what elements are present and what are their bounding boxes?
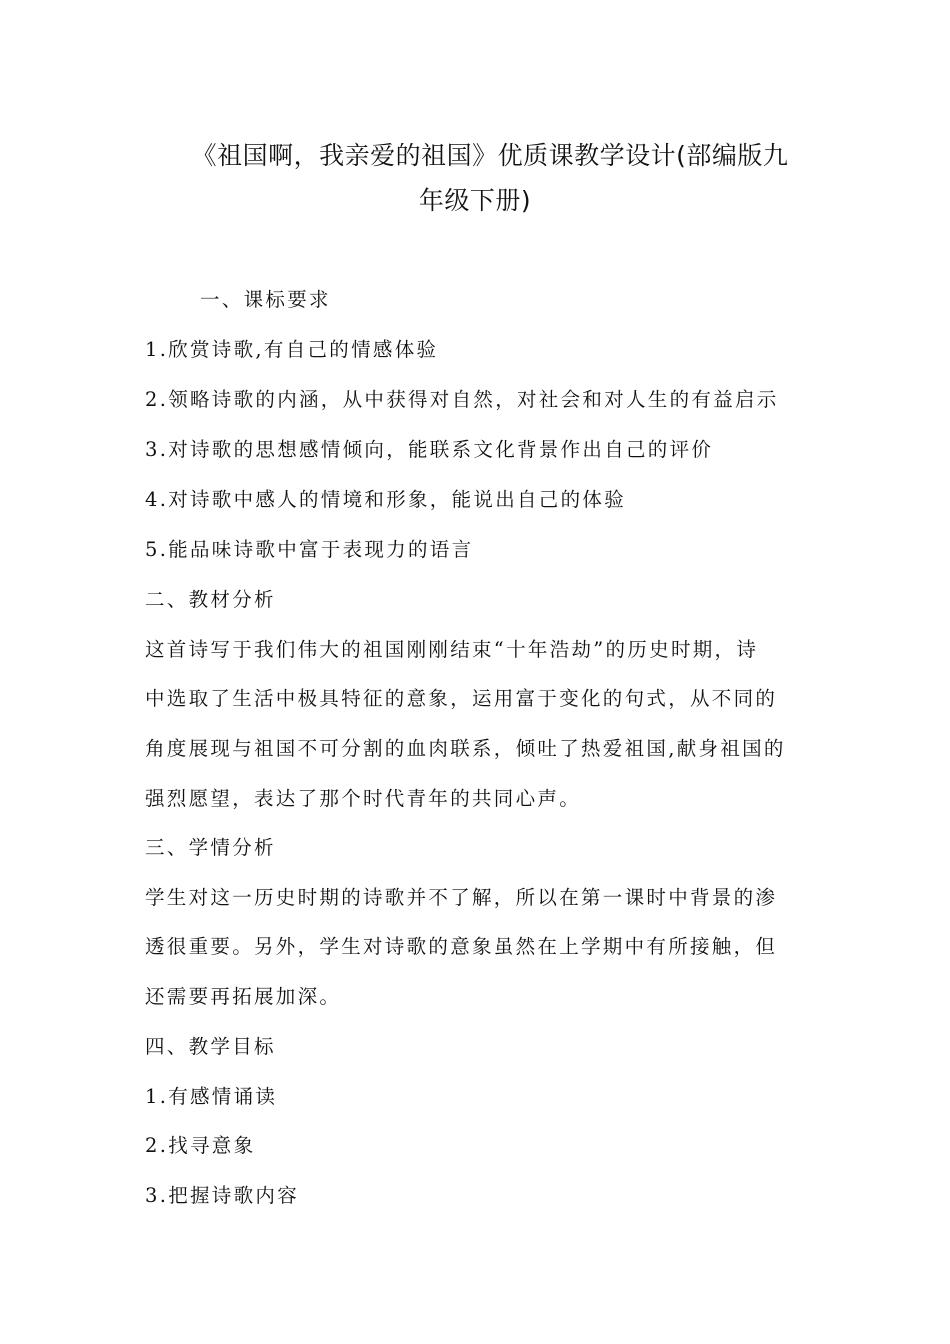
section-heading-standards: 一、课标要求: [200, 288, 331, 311]
learners-paragraph-line-2: 透很重要。另外，学生对诗歌的意象虽然在上学期中有所接触，但: [145, 935, 778, 958]
section-heading-objectives: 四、教学目标: [145, 1035, 276, 1058]
standards-item-1: 1.欣赏诗歌,有自己的情感体验: [145, 338, 439, 361]
title-line-2: 年级下册): [418, 186, 532, 215]
section-heading-material: 二、教材分析: [145, 588, 276, 611]
material-paragraph-line-3: 角度展现与祖国不可分割的血肉联系，倾吐了热爱祖国,献身祖国的: [145, 737, 786, 760]
material-paragraph-line-2: 中选取了生活中极具特征的意象，运用富于变化的句式，从不同的: [145, 687, 778, 710]
material-paragraph-line-1: 这首诗写于我们伟大的祖国刚刚结束“十年浩劫”的历史时期，诗: [145, 638, 759, 661]
objectives-item-1: 1.有感情诵读: [145, 1085, 278, 1108]
objectives-item-3: 3.把握诗歌内容: [145, 1184, 300, 1207]
learners-paragraph-line-3: 还需要再拓展加深。: [145, 985, 342, 1008]
standards-item-2: 2.领略诗歌的内涵，从中获得对自然，对社会和对人生的有益启示: [145, 388, 779, 411]
standards-item-4: 4.对诗歌中感人的情境和形象，能说出自己的体验: [145, 488, 627, 511]
standards-item-5: 5.能品味诗歌中富于表现力的语言: [145, 538, 474, 561]
title-line-1: 《祖国啊，我亲爱的祖国》优质课教学设计(部编版九: [191, 141, 789, 170]
objectives-item-2: 2.找寻意象: [145, 1134, 256, 1157]
document-title: [145, 133, 805, 223]
section-heading-learners: 三、学情分析: [145, 836, 276, 859]
material-paragraph-line-4: 强烈愿望，表达了那个时代青年的共同心声。: [145, 787, 582, 810]
standards-item-3: 3.对诗歌的思想感情倾向，能联系文化背景作出自己的评价: [145, 438, 714, 461]
learners-paragraph-line-1: 学生对这一历史时期的诗歌并不了解，所以在第一课时中背景的渗: [145, 886, 778, 909]
